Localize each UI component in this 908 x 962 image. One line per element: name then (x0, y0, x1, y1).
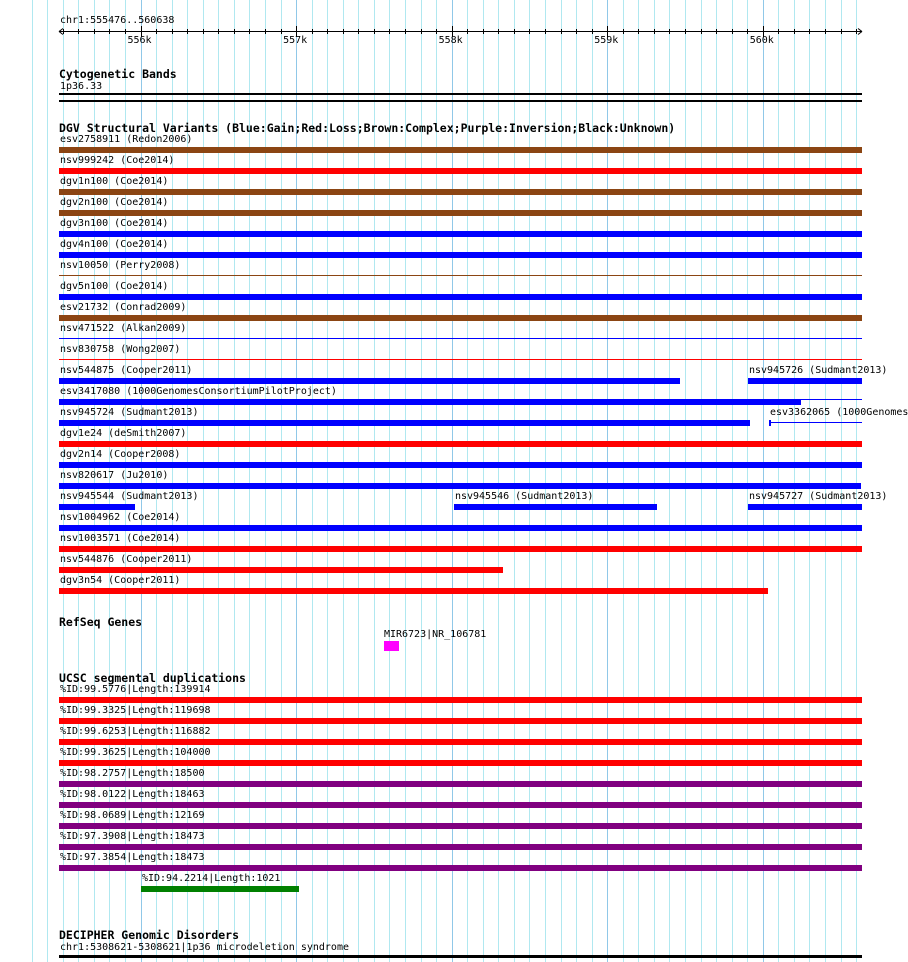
cytoband-line-bottom[interactable] (59, 100, 862, 102)
decipher-label: chr1:5308621-5308621|1p36 microdeletion syndrome (60, 942, 349, 953)
variant-feature[interactable] (59, 546, 862, 552)
grid-line (529, 0, 530, 962)
grid-line (561, 0, 562, 962)
segdup-feature[interactable] (59, 739, 862, 745)
grid-line (265, 0, 266, 962)
grid-line (623, 0, 624, 962)
variant-label: nsv10050 (Perry2008) (60, 260, 181, 271)
variant-feature[interactable] (59, 210, 862, 216)
grid-line (483, 0, 484, 962)
variant-label: nsv945546 (Sudmant2013) (454, 491, 594, 502)
gene-label: MIR6723|NR_106781 (383, 629, 487, 640)
grid-line (778, 0, 779, 962)
variant-feature[interactable] (59, 420, 750, 426)
variant-feature[interactable] (59, 441, 862, 447)
variant-feature[interactable] (59, 525, 862, 531)
variant-label: nsv1004962 (Coe2014) (60, 512, 181, 523)
grid-line-major (763, 0, 764, 962)
grid-line (825, 0, 826, 962)
track-title-cytogenetic-bands: Cytogenetic Bands (59, 67, 177, 81)
variant-label: nsv830758 (Wong2007) (60, 344, 181, 355)
grid-line (685, 0, 686, 962)
grid-line-major (296, 0, 297, 962)
variant-label: nsv945724 (Sudmant2013) (60, 407, 199, 418)
grid-line-major (607, 0, 608, 962)
variant-feature[interactable] (454, 504, 657, 510)
variant-label: dgv1n100 (Coe2014) (60, 176, 169, 187)
variant-feature[interactable] (59, 231, 862, 237)
variant-label: dgv3n100 (Coe2014) (60, 218, 169, 229)
variant-label: nsv999242 (Coe2014) (60, 155, 175, 166)
variant-feature[interactable] (59, 483, 861, 489)
grid-line (312, 0, 313, 962)
grid-line (498, 0, 499, 962)
region-label: chr1:555476..560638 (60, 15, 175, 26)
variant-feature[interactable] (59, 378, 680, 384)
grid-line (701, 0, 702, 962)
cytoband-line-top[interactable] (59, 93, 862, 95)
variant-feature[interactable] (59, 168, 862, 174)
variant-feature-thin[interactable] (59, 275, 862, 276)
segdup-feature[interactable] (59, 781, 862, 787)
variant-label: dgv2n14 (Cooper2008) (60, 449, 181, 460)
segdup-feature[interactable] (59, 760, 862, 766)
track-title-decipher: DECIPHER Genomic Disorders (59, 928, 240, 942)
track-title-refseq: RefSeq Genes (59, 615, 143, 629)
segdup-label: %ID:99.3625|Length:104000 (60, 747, 211, 758)
variant-feature[interactable] (59, 399, 801, 405)
variant-feature-start-tick[interactable] (769, 420, 771, 426)
segdup-feature[interactable] (59, 823, 862, 829)
cytoband-label: 1p36.33 (60, 81, 103, 92)
segdup-label: %ID:98.2757|Length:18500 (60, 768, 205, 779)
variant-label: nsv1003571 (Coe2014) (60, 533, 181, 544)
grid-line (747, 0, 748, 962)
grid-line (47, 0, 48, 962)
axis-tick-label: 557k (283, 35, 308, 46)
grid-line (794, 0, 795, 962)
segdup-label: %ID:97.3908|Length:18473 (60, 831, 205, 842)
segdup-label: %ID:98.0689|Length:12169 (60, 810, 205, 821)
segdup-feature[interactable] (141, 886, 299, 892)
variant-feature[interactable] (748, 504, 862, 510)
variant-feature-thin[interactable] (59, 359, 862, 360)
grid-line (358, 0, 359, 962)
grid-line (467, 0, 468, 962)
grid-line (732, 0, 733, 962)
variant-label: esv2758911 (Redon2006) (60, 134, 193, 145)
variant-label: nsv945727 (Sudmant2013) (748, 491, 888, 502)
grid-line (249, 0, 250, 962)
variant-feature-tail[interactable] (801, 399, 862, 400)
segdup-label: %ID:94.2214|Length:1021 (141, 873, 281, 884)
grid-line (389, 0, 390, 962)
variant-label: nsv820617 (Ju2010) (60, 470, 169, 481)
segdup-feature[interactable] (59, 844, 862, 850)
track-title-dgv: DGV Structural Variants (Blue:Gain;Red:Loss;Brown:Complex;Purple:Inversion;Black:Unknown) (59, 121, 676, 135)
segdup-feature[interactable] (59, 865, 862, 871)
grid-line (234, 0, 235, 962)
variant-feature-thin[interactable] (769, 422, 862, 423)
variant-label: esv3417080 (1000GenomesConsortiumPilotProject) (60, 386, 337, 397)
gene-feature[interactable] (384, 641, 399, 651)
grid-line (32, 0, 33, 962)
grid-line (841, 0, 842, 962)
variant-feature[interactable] (59, 147, 862, 153)
ruler-axis (0, 0, 890, 40)
variant-label: nsv945726 (Sudmant2013) (748, 365, 888, 376)
grid-line (545, 0, 546, 962)
grid-line-major (452, 0, 453, 962)
segdup-label: %ID:99.5776|Length:139914 (60, 684, 211, 695)
grid-line (638, 0, 639, 962)
segdup-label: %ID:97.3854|Length:18473 (60, 852, 205, 863)
axis-tick-label: 556k (127, 35, 152, 46)
grid-line (421, 0, 422, 962)
grid-line (374, 0, 375, 962)
grid-line (576, 0, 577, 962)
variant-label: dgv2n100 (Coe2014) (60, 197, 169, 208)
variant-feature[interactable] (59, 189, 862, 195)
variant-feature[interactable] (59, 294, 862, 300)
variant-feature[interactable] (59, 462, 862, 468)
grid-line (592, 0, 593, 962)
variant-feature[interactable] (59, 588, 768, 594)
variant-label: dgv5n100 (Coe2014) (60, 281, 169, 292)
grid-line (514, 0, 515, 962)
grid-line (669, 0, 670, 962)
grid-line (856, 0, 857, 962)
variant-feature[interactable] (59, 504, 135, 510)
grid-line (436, 0, 437, 962)
variant-feature[interactable] (59, 567, 503, 573)
grid-line (281, 0, 282, 962)
axis-tick-label: 558k (438, 35, 463, 46)
grid-line (809, 0, 810, 962)
variant-label: dgv1e24 (deSmith2007) (60, 428, 187, 439)
segdup-label: %ID:99.3325|Length:119698 (60, 705, 211, 716)
variant-label: nsv544876 (Cooper2011) (60, 554, 193, 565)
variant-label: nsv544875 (Cooper2011) (60, 365, 193, 376)
grid-line (654, 0, 655, 962)
axis-tick-label: 560k (749, 35, 774, 46)
variant-feature-thin[interactable] (59, 338, 862, 339)
segdup-feature[interactable] (59, 802, 862, 808)
variant-label: esv3362065 (1000Genomes (769, 407, 908, 418)
grid-line (327, 0, 328, 962)
variant-label: nsv471522 (Alkan2009) (60, 323, 187, 334)
segdup-label: %ID:99.6253|Length:116882 (60, 726, 211, 737)
segdup-feature[interactable] (59, 718, 862, 724)
track-title-segdup: UCSC segmental duplications (59, 671, 246, 685)
variant-feature[interactable] (59, 315, 862, 321)
variant-label: dgv3n54 (Cooper2011) (60, 575, 181, 586)
decipher-feature[interactable] (59, 955, 862, 958)
variant-feature[interactable] (748, 378, 862, 384)
variant-label: dgv4n100 (Coe2014) (60, 239, 169, 250)
variant-feature[interactable] (59, 252, 862, 258)
segdup-feature[interactable] (59, 697, 862, 703)
grid-line (716, 0, 717, 962)
segdup-label: %ID:98.0122|Length:18463 (60, 789, 205, 800)
axis-tick-label: 559k (594, 35, 619, 46)
grid-line (405, 0, 406, 962)
grid-line (343, 0, 344, 962)
grid-line (218, 0, 219, 962)
variant-label: esv21732 (Conrad2009) (60, 302, 187, 313)
variant-label: nsv945544 (Sudmant2013) (60, 491, 199, 502)
